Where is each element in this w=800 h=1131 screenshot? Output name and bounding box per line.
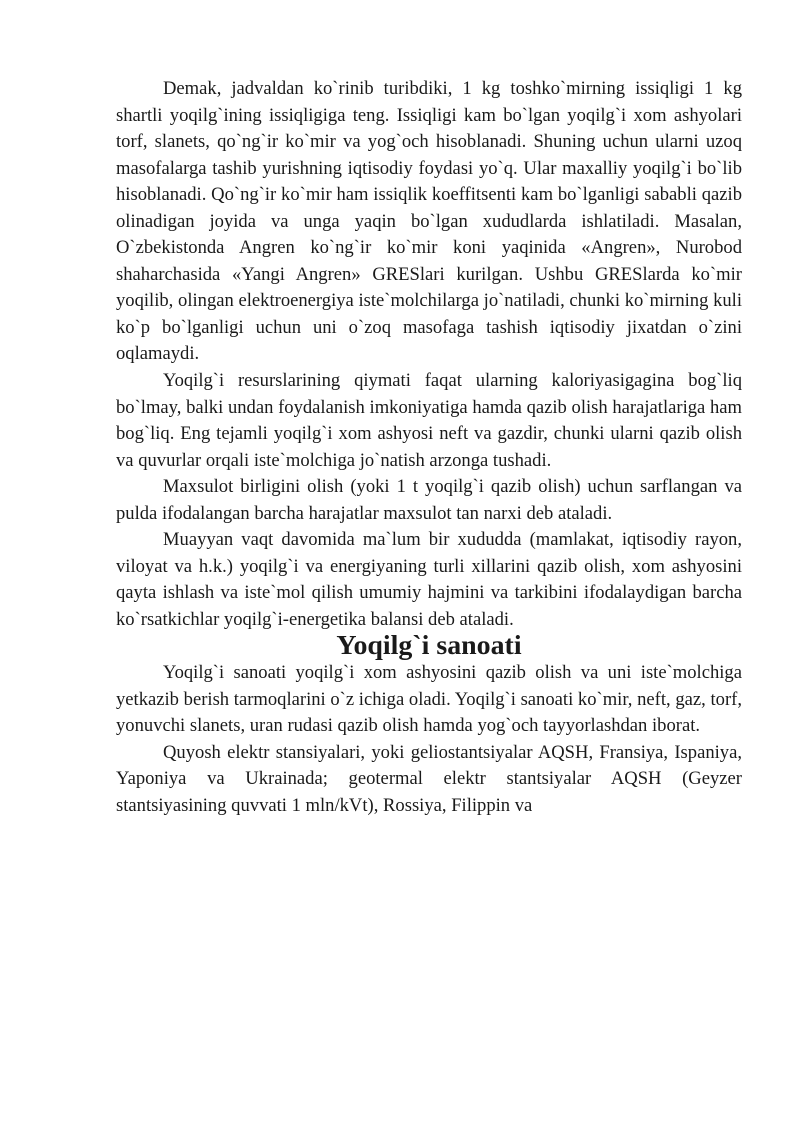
paragraph-energy-balance: Muayyan vaqt davomida ma`lum bir xududda (mamlakat, iqtisodiy rayon, viloyat va h.k.) yoqilg`i va energiyaning turli xillarini qazib olish, xom ashyosini qayta ishlash va iste`mol qilish umumiy hajmini va tarkibini ifodalaydigan barcha ko`rsatkichlar yoqilg`i-energetika balansi deb ataladi.: [116, 529, 742, 630]
document-page: [116, 76, 742, 819]
paragraph-coal-heat-value: Demak, jadvaldan ko`rinib turibdiki, 1 kg toshko`mirning issiqligi 1 kg shartli yoqilg`ining issiqligiga teng. Issiqligi kam bo`lgan yoqilg`i xom ashyolari torf, slanets, qo`ng`ir ko`mir va yog`och hisoblanadi. Shuning uchun ularni uzoq masofalarga tashib yurishning iqtisodiy foydasi yo`q. Ular maxalliy yoqilg`i bo`lib hisoblanadi. Qo`ng`ir ko`mir ham issiqlik koeffitsenti kam bo`lganligi sababli qazib olinadigan joyida va unga yaqin bo`lgan xududlarda ishlatiladi. Masalan, O`zbekistonda Angren ko`ng`ir ko`mir koni yaqinida «Angren», Nurobod shaharchasida «Yangi Angren» GRESlari kurilgan. Ushbu GRESlarda ko`mir yoqilib, olingan elektroenergiya iste`molchilarga jo`natiladi, chunki ko`mirning kuli ko`p bo`lganligi uchun uni o`zoq masofaga tashish iqtisodiy jixatdan o`zini oqlamaydi.: [116, 78, 742, 365]
paragraph-solar-geothermal: Quyosh elektr stansiyalari, yoki geliostantsiyalar AQSH, Fransiya, Ispaniya, Yaponiya va Ukrainada; geotermal elektr stantsiyalar AQSH (Geyzer stantsiyasining quvvati 1 mln/kVt), Rossiya, Filippin va: [116, 741, 742, 816]
paragraph-production-cost: Maxsulot birligini olish (yoki 1 t yoqilg`i qazib olish) uchun sarflangan va pulda ifodalangan barcha harajatlar maxsulot tan narxi deb ataladi.: [116, 476, 742, 524]
paragraph-fuel-resource-cost: Yoqilg`i resurslarining qiymati faqat ularning kaloriyasigagina bog`liq bo`lmay, balki undan foydalanish imkoniyatiga hamda qazib olish harajatlariga ham bog`liq. Eng tejamli yoqilg`i xom ashyosi neft va gazdir, chunki ularni qazib olish va quvurlar orqali iste`molchiga jo`natish arzonga tushadi.: [116, 370, 742, 471]
paragraph-fuel-industry: Yoqilg`i sanoati yoqilg`i xom ashyosini qazib olish va uni iste`molchiga yetkazib berish tarmoqlarini o`z ichiga oladi. Yoqilg`i sanoati ko`mir, neft, gaz, torf, yonuvchi slanets, uran rudasi qazib olish hamda yog`och tayyorlashdan iborat.: [116, 662, 742, 737]
section-heading: Yoqilg`i sanoati: [336, 630, 522, 662]
